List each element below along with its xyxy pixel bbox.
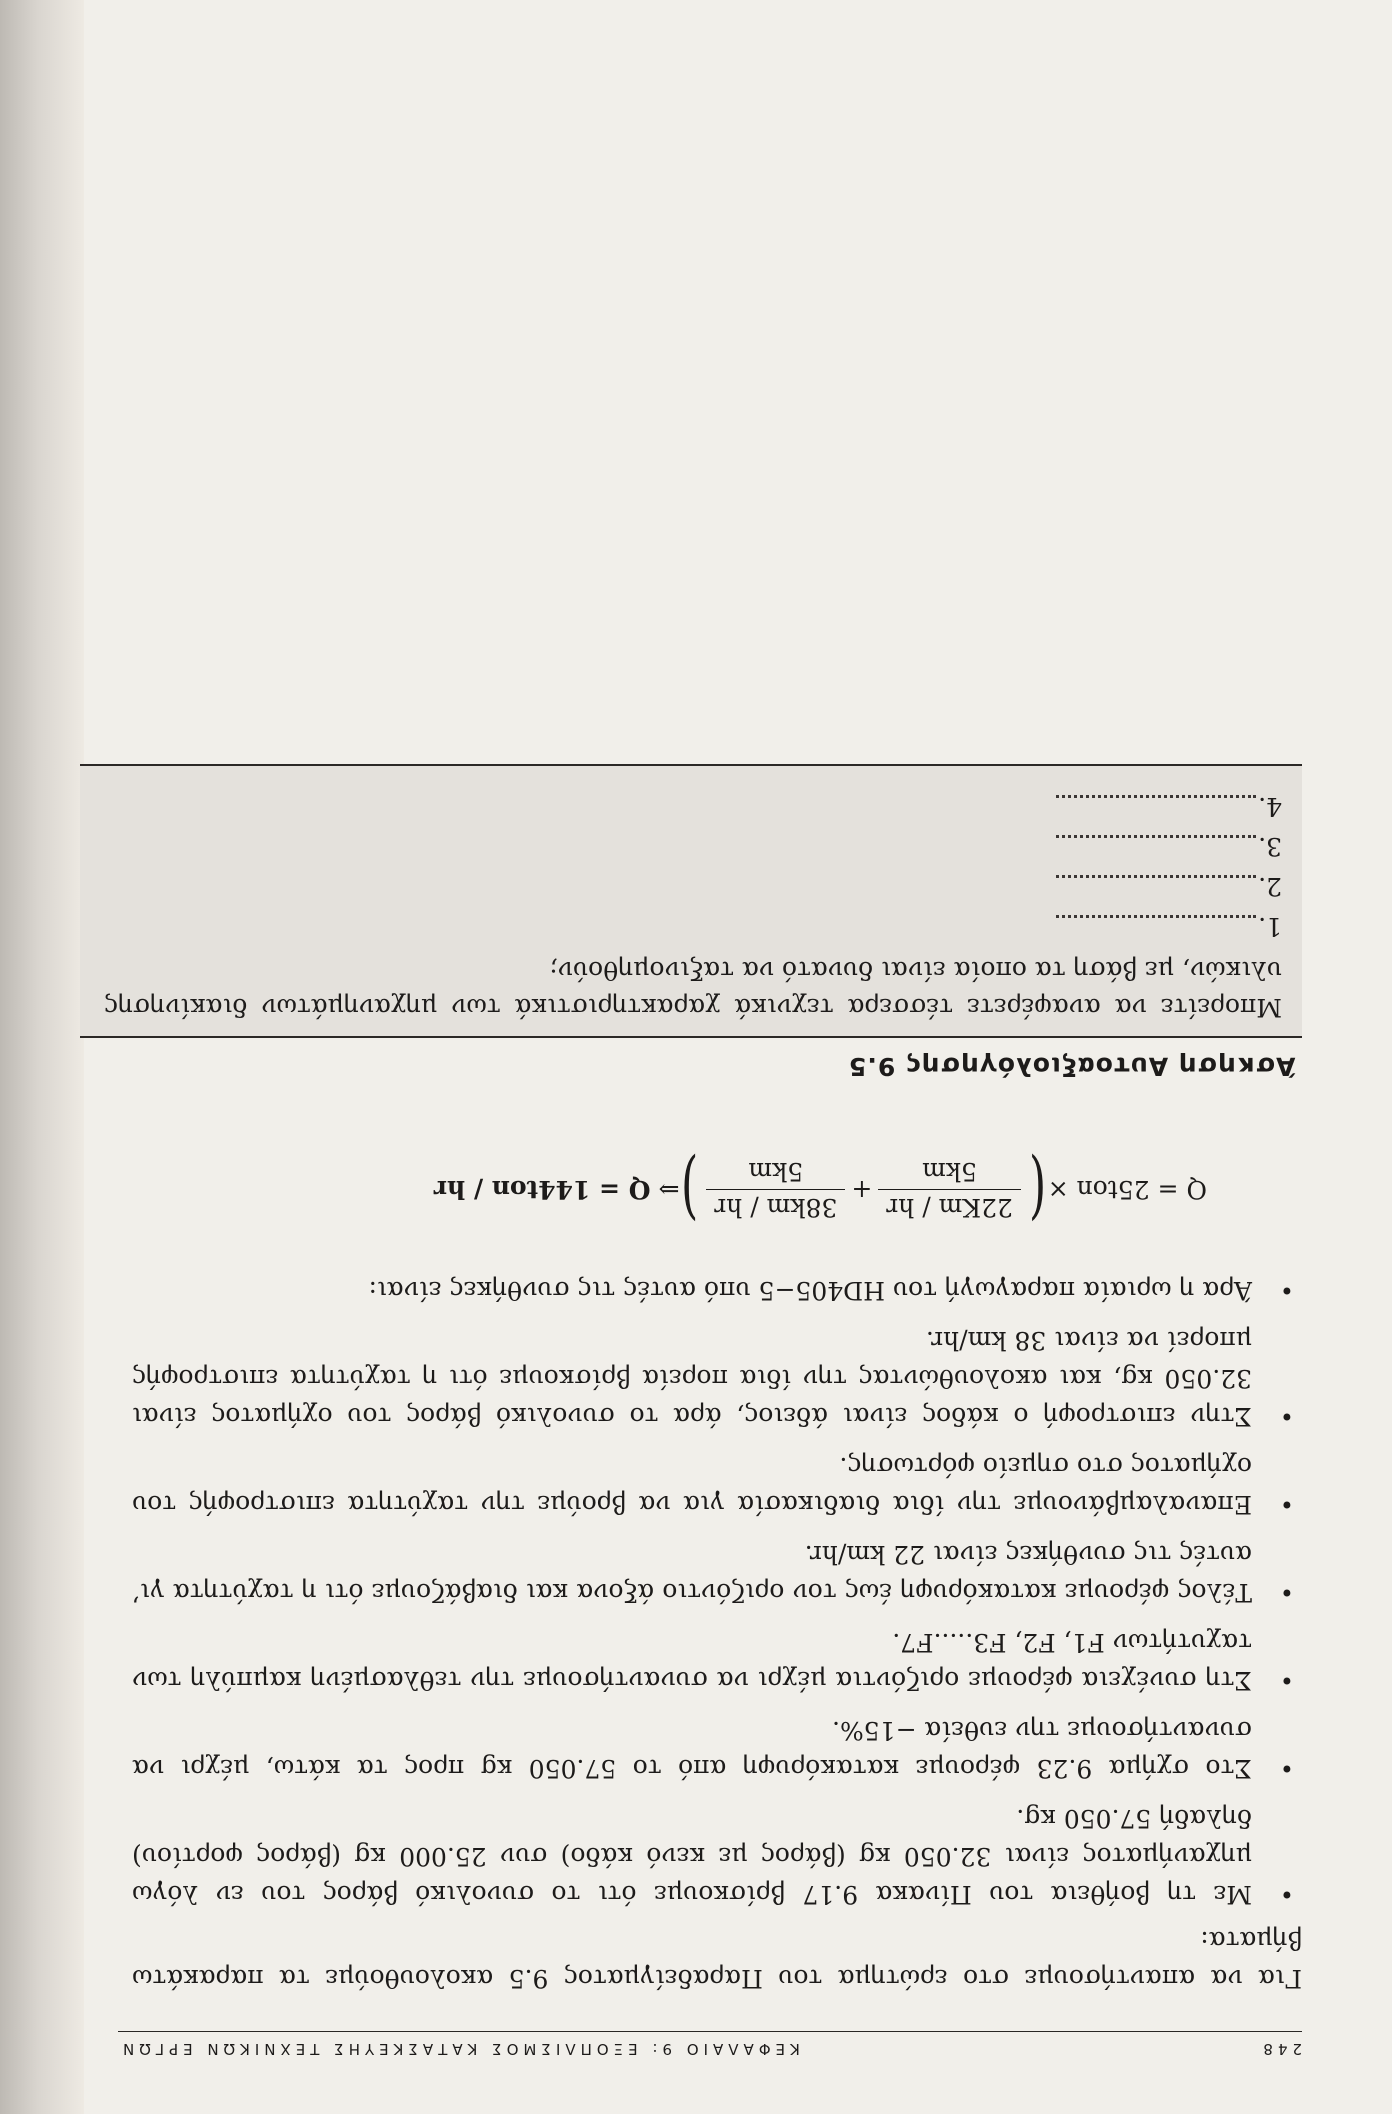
plus-sign: + — [851, 1175, 873, 1205]
answer-number: 3. — [1258, 832, 1282, 861]
fraction-denominator: 5km — [922, 1157, 977, 1187]
answer-line — [104, 866, 1282, 906]
exercise-title: Άσκηση Αυτοαξιολόγησης 9.5 — [847, 1052, 1296, 1081]
fraction-return-speed — [706, 1158, 845, 1223]
implies-arrow: ⇒ — [658, 1175, 680, 1205]
answer-blank — [1056, 875, 1256, 880]
answer-number: 2. — [1258, 872, 1282, 901]
right-paren: ) — [681, 1147, 699, 1233]
chapter-title: ΚΕΦΑΛΑΙΟ 9: ΕΞΟΠΛΙΣΜΟΣ ΚΑΤΑΣΚΕΥΗΣ ΤΕΧΝΙΚΩΝ ΕΡΓΩΝ — [118, 2040, 800, 2058]
answer-number: 1. — [1258, 912, 1282, 941]
step-item: • Στη συνέχεια φέρουμε οριζόντια μέχρι να συναντήσουμε την τεθλασμένη καμπύλη των ταχυτήτων F1, F2, F3.....F7. — [132, 1623, 1302, 1699]
step-item: • Επαναλαμβάνουμε την ίδια διαδικασία για να βρούμε την ταχύτητα επιστροφής του οχήματος στο σημείο φόρτωσης. — [132, 1447, 1302, 1523]
fraction-numerator: 22Km / hr — [878, 1190, 1021, 1223]
fraction-denominator: 5km — [748, 1157, 804, 1187]
answer-line — [104, 826, 1282, 866]
answer-line — [104, 906, 1282, 946]
self-assessment-box — [80, 764, 1302, 1038]
page-number: 248 — [1258, 2040, 1302, 2058]
exercise-prompt: Μπορείτε να αναφέρετε τέσσερα τεχνικά χαρακτηριστικά των μηχανημάτων διακίνησης υλικών, με βάση τα οποία είναι δυνατό να ταξινομηθούν; — [104, 956, 1282, 1022]
answer-blank — [1056, 795, 1256, 800]
answer-blank — [1056, 835, 1256, 840]
answer-number: 4. — [1258, 792, 1282, 821]
fraction-loaded-speed — [878, 1158, 1021, 1223]
answer-lines — [104, 786, 1282, 946]
intro-paragraph: Για να απαντήσουμε στο ερώτημα του Παραδείγματος 9.5 ακολουθούμε τα παρακάτω βήματα: — [132, 1926, 1302, 1993]
step-item: • Άρα η ωριαία παραγωγή του HD405−5 υπό αυτές τις συνθήκες είναι: — [132, 1271, 1302, 1309]
step-item: • Στην επιστροφή ο κάδος είναι άδειος, άρα το συνολικό βάρος του οχήματος είναι 32.050 κg, και ακολουθώντας την ίδια πορεία βρίσκουμε ότι η ταχύτητα επιστροφής μπορεί να είναι 38 km/hr. — [132, 1321, 1302, 1435]
step-item: • Με τη βοήθεια του Πίνακα 9.17 βρίσκουμε ότι το συνολικό βάρος του εν λόγω μηχανήματος είναι 32.050 κg (βάρος με κενό κάδο) συν 25.000 κg (βάρος φορτίου) δηλαδή 57.050 κg. — [132, 1799, 1302, 1913]
answer-line — [104, 786, 1282, 826]
page-content — [72, 764, 1302, 2058]
running-head — [118, 2031, 1302, 2058]
production-formula — [72, 1147, 1207, 1233]
formula-lhs: Q = 25ton × — [1047, 1175, 1207, 1205]
steps-list — [132, 1271, 1302, 1913]
answer-blank — [1056, 915, 1256, 920]
step-item: • Τέλος φέρουμε κατακόρυφη έως τον οριζόντιο άξονα και διαβάζουμε ότι η ταχύτητα γι’ αυτές τις συνθήκες είναι 22 km/hr. — [132, 1535, 1302, 1611]
formula-result: Q = 144ton / hr — [433, 1175, 651, 1205]
step-item: • Στο σχήμα 9.23 φέρουμε κατακόρυφη από το 57.050 κg προς τα κάτω, μέχρι να συναντήσουμε την ευθεία −15%. — [132, 1711, 1302, 1787]
fraction-numerator: 38km / hr — [706, 1190, 845, 1223]
left-paren: ( — [1028, 1147, 1046, 1233]
